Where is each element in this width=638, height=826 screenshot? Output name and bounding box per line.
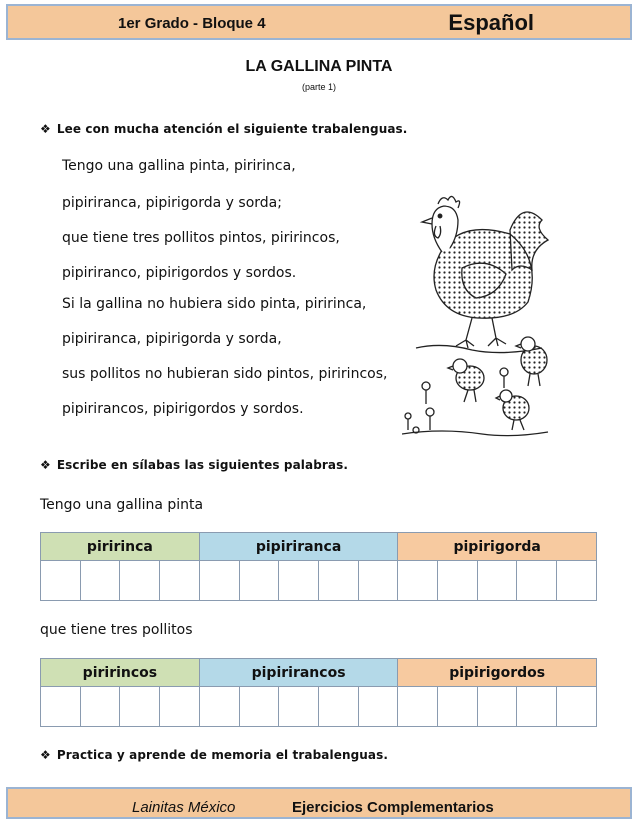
word-header: piririnca xyxy=(41,533,200,561)
syllable-box[interactable] xyxy=(41,687,81,727)
table-header-row xyxy=(41,659,597,687)
poem-line: Si la gallina no hubiera sido pinta, piririnca, xyxy=(62,296,367,312)
syllable-box[interactable] xyxy=(120,561,160,601)
instruction-text: Practica y aprende de memoria el trabalenguas. xyxy=(56,748,389,762)
syllable-box[interactable] xyxy=(398,687,438,727)
word-header: pipirigorda xyxy=(398,533,597,561)
syllable-box[interactable] xyxy=(517,687,557,727)
hen-and-chicks-illustration xyxy=(402,190,550,440)
exercise-prompt-1: Tengo una gallina pinta xyxy=(40,497,204,513)
syllable-box[interactable] xyxy=(318,561,358,601)
word-header: pipirirancos xyxy=(199,659,398,687)
syllable-box[interactable] xyxy=(358,561,398,601)
instruction-syllables xyxy=(40,458,348,472)
exercise-prompt-2: que tiene tres pollitos xyxy=(40,622,193,638)
syllable-box[interactable] xyxy=(438,561,478,601)
syllable-answer-row xyxy=(41,687,597,727)
syllable-table-2 xyxy=(40,658,597,727)
instruction-memorize xyxy=(40,748,388,762)
syllable-box[interactable] xyxy=(477,561,517,601)
syllable-box[interactable] xyxy=(398,561,438,601)
poem-line: Tengo una gallina pinta, piririnca, xyxy=(62,158,296,174)
syllable-table-1 xyxy=(40,532,597,601)
syllable-box[interactable] xyxy=(318,687,358,727)
diamond-bullet-icon: ❖ xyxy=(40,458,51,472)
syllable-box[interactable] xyxy=(199,687,239,727)
diamond-bullet-icon: ❖ xyxy=(40,122,51,136)
publisher-label: Lainitas México xyxy=(132,799,236,816)
syllable-box[interactable] xyxy=(41,561,81,601)
instruction-text: Escribe en sílabas las siguientes palabras. xyxy=(56,458,348,472)
word-header: pipiriranca xyxy=(199,533,398,561)
page-subtitle: (parte 1) xyxy=(301,82,336,92)
syllable-box[interactable] xyxy=(517,561,557,601)
syllable-box[interactable] xyxy=(80,687,120,727)
page-title: LA GALLINA PINTA xyxy=(245,58,393,75)
instruction-read xyxy=(40,122,407,136)
syllable-box[interactable] xyxy=(557,561,597,601)
syllable-box[interactable] xyxy=(557,687,597,727)
subject-label: Español xyxy=(448,10,534,35)
poem-line: pipiriranco, pipirigordos y sordos. xyxy=(62,265,297,281)
footer-banner xyxy=(6,787,632,819)
syllable-box[interactable] xyxy=(279,687,319,727)
syllable-box[interactable] xyxy=(80,561,120,601)
syllable-box[interactable] xyxy=(199,561,239,601)
word-header: pipirigordos xyxy=(398,659,597,687)
instruction-text: Lee con mucha atención el siguiente trabalenguas. xyxy=(56,122,408,136)
poem-line: pipiriranca, pipirigorda y sorda; xyxy=(62,195,282,211)
syllable-box[interactable] xyxy=(279,561,319,601)
syllable-box[interactable] xyxy=(477,687,517,727)
header-banner xyxy=(6,4,632,40)
word-header: piririncos xyxy=(41,659,200,687)
syllable-box[interactable] xyxy=(239,561,279,601)
series-label: Ejercicios Complementarios xyxy=(292,799,494,816)
poem-line: pipirirancos, pipirigordos y sordos. xyxy=(62,401,304,417)
syllable-answer-row xyxy=(41,561,597,601)
syllable-box[interactable] xyxy=(438,687,478,727)
syllable-box[interactable] xyxy=(358,687,398,727)
poem-line: que tiene tres pollitos pintos, piririncos, xyxy=(62,230,340,246)
poem-line: sus pollitos no hubieran sido pintos, piririncos, xyxy=(62,366,388,382)
syllable-box[interactable] xyxy=(239,687,279,727)
syllable-box[interactable] xyxy=(160,561,200,601)
grade-label: 1er Grado - Bloque 4 xyxy=(118,15,266,32)
syllable-box[interactable] xyxy=(120,687,160,727)
poem-line: pipiriranca, pipirigorda y sorda, xyxy=(62,331,282,347)
diamond-bullet-icon: ❖ xyxy=(40,748,51,762)
table-header-row xyxy=(41,533,597,561)
syllable-box[interactable] xyxy=(160,687,200,727)
